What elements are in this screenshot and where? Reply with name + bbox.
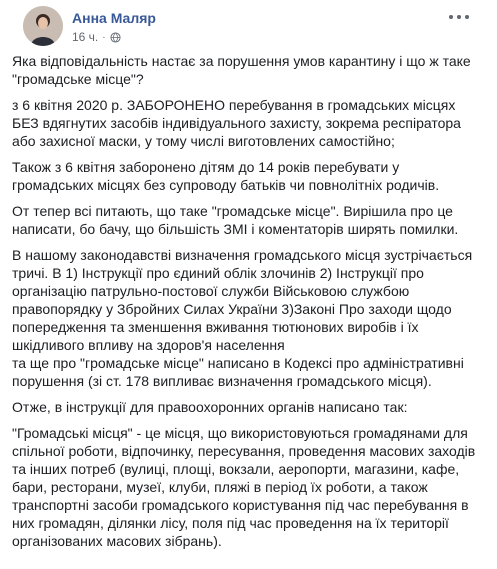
post-paragraph-5: В нашому законодавстві визначення громадського місця зустрічається тричі. В 1) Інструкції про єдиний облік злочинів 2) Інструкції про організацію патрульно-постової служби Військовою службою правопорядку у Збройних Силах України 3)Законі Про заходи щодо попередження та зменшення вживання тютюнових виробів і їх шкідливого впливу на здоров'я населення та ще про "громадське місце" написано в Кодексі про адміністративні порушення (зі ст. 178 випливає визначення громадського місця). [12,247,473,389]
post-time[interactable]: 16 ч. [72,30,99,44]
post-body [12,52,482,558]
author-name[interactable]: Анна Маляр [72,10,156,26]
avatar-image [23,6,63,46]
post-paragraph-6: Отже, в інструкції для правоохоронних органів написано так: [12,399,408,415]
more-options-icon[interactable] [449,10,469,24]
avatar[interactable] [23,6,63,46]
post-meta [72,30,121,44]
globe-icon [110,32,121,43]
post-paragraph-2: з 6 квітня 2020 р. ЗАБОРОНЕНО перебування в громадських місцях БЕЗ вдягнутих засобів індивідуального захисту, зокрема респіратора або захисної маски, у тому числі виготовлених самостійно; [12,97,461,149]
post-paragraph-1: Яка відповідальність настає за порушення умов карантину і що ж таке "громадське місце"? [12,53,471,87]
meta-separator: · [102,31,106,43]
post-paragraph-3: Також з 6 квітня заборонено дітям до 14 років перебувати у громадських місцях без супроводу батьків чи повнолітніх родичів. [12,159,440,193]
post-header [12,0,485,46]
post-paragraph-7: "Громадські місця" - це місця, що використовуються громадянами для спільної роботи, відпочинку, пересування, проведення масових заходів та інших потреб (вулиці, площі, вокзали, аеропорти, магазини, кафе, бари, ресторани, музеї, клуби, пляжі в період їх роботи, а також транспортні засоби громадського користування під час перебування в них громадян, ділянки лісу, поля під час проведення на їх території організованих масових зібрань). [12,425,476,549]
post-paragraph-4: От тепер всі питають, що таке "громадське місце". Вирішила про це написати, бо бачу, що більшість ЗМІ і коментаторів ширять помилки. [12,203,459,237]
